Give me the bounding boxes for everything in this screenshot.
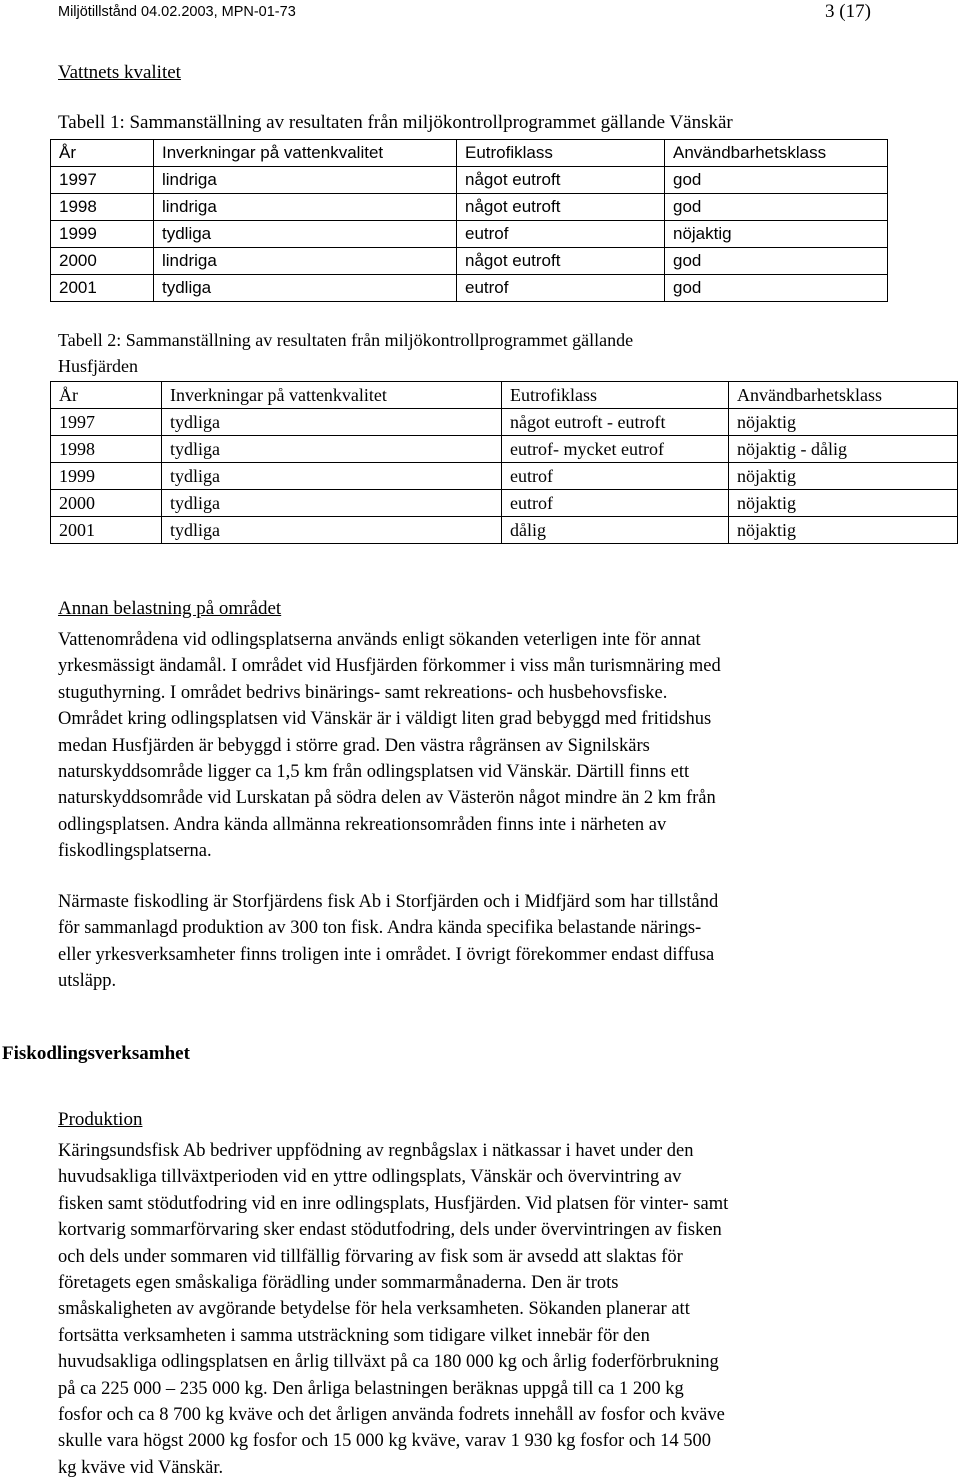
- table-row: [51, 167, 888, 194]
- column-header: År: [51, 382, 162, 409]
- column-header: Användbarhetsklass: [665, 140, 888, 167]
- column-header: Eutrofiklass: [457, 140, 665, 167]
- table-cell: lindriga: [154, 167, 457, 194]
- table-cell: dålig: [502, 517, 729, 544]
- text-line: på ca 225 000 – 235 000 kg. Den årliga belastningen beräknas uppgå till ca 1 200 kg: [58, 1378, 684, 1399]
- table-cell: god: [665, 275, 888, 302]
- table2-caption-line2: Husfjärden: [58, 356, 138, 376]
- table2-caption-line1: Tabell 2: Sammanställning av resultaten från miljökontrollprogrammet gällande: [58, 330, 634, 350]
- table-cell: 1997: [51, 409, 162, 436]
- text-line: yrkesmässigt ändamål. I området vid Husfjärden förkommer i viss mån turismnäring med: [58, 656, 721, 677]
- paragraph-other-load-2: [58, 889, 908, 995]
- column-header: Inverkningar på vattenkvalitet: [154, 140, 457, 167]
- table-cell: eutrof: [502, 463, 729, 490]
- table-cell: nöjaktig: [729, 517, 958, 544]
- table-cell: tydliga: [162, 409, 502, 436]
- table-cell: tydliga: [162, 517, 502, 544]
- text-line: skulle vara högst 2000 kg fosfor och 15 000 kg kväve, varav 1 930 kg fosfor och 14 500: [58, 1431, 712, 1452]
- section-heading-water-quality: Vattnets kvalitet: [58, 62, 181, 83]
- table-row: [51, 409, 958, 436]
- page-header-left: Miljötillstånd 04.02.2003, MPN-01-73: [58, 4, 296, 20]
- table-cell: nöjaktig: [729, 409, 958, 436]
- table-row: [51, 490, 958, 517]
- table-cell: något eutroft: [457, 167, 665, 194]
- table2: [50, 381, 958, 544]
- table-row: [51, 248, 888, 275]
- table-cell: något eutroft - eutroft: [502, 409, 729, 436]
- table-cell: 2000: [51, 248, 154, 275]
- table-cell: 2001: [51, 517, 162, 544]
- text-line: eller yrkesverksamheter finns troligen inte i området. I övrigt förekommer endast diffusa: [58, 944, 715, 965]
- table-cell: 1999: [51, 463, 162, 490]
- section-heading-fish-farming: Fiskodlingsverksamhet: [2, 1043, 190, 1064]
- table-cell: lindriga: [154, 194, 457, 221]
- table-cell: tydliga: [162, 490, 502, 517]
- text-line: Närmaste fiskodling är Storfjärdens fisk Ab i Storfjärden och i Midfjärd som har tillstånd: [58, 892, 719, 912]
- table-cell: eutrof: [502, 490, 729, 517]
- text-line: och dels under sommaren vid tillfällig förvaring av fisk som är avsedd att slaktas för: [58, 1246, 683, 1267]
- table-cell: 1997: [51, 167, 154, 194]
- table-cell: lindriga: [154, 248, 457, 275]
- page-number: 3 (17): [825, 1, 871, 22]
- section-heading-other-load: Annan belastning på området: [58, 598, 282, 619]
- column-header: Eutrofiklass: [502, 382, 729, 409]
- text-line: naturskyddsområde ligger ca 1,5 km från odlingsplatsen vid Vänskär. Därtill finns ett: [58, 762, 690, 783]
- table-row: [51, 436, 958, 463]
- table-cell: nöjaktig: [729, 490, 958, 517]
- table-header-row: [51, 382, 958, 409]
- table-cell: 2001: [51, 275, 154, 302]
- table1: [50, 139, 888, 302]
- column-header: År: [51, 140, 154, 167]
- text-line: odlingsplatsen. Andra kända allmänna rekreationsområden finns inte i närheten av: [58, 814, 667, 835]
- paragraph-production: [58, 1138, 908, 1481]
- text-line: medan Husfjärden är bebyggd i större grad. Den västra rågränsen av Signilskärs: [58, 735, 650, 756]
- table-cell: eutrof: [457, 221, 665, 248]
- table-cell: något eutroft: [457, 248, 665, 275]
- table-cell: 1998: [51, 436, 162, 463]
- table-cell: nöjaktig: [665, 221, 888, 248]
- text-line: Området kring odlingsplatsen vid Vänskär är i väldigt liten grad bebyggd med fritidshus: [58, 709, 712, 730]
- text-line: kg kväve vid Vänskär.: [58, 1457, 224, 1478]
- table-row: [51, 463, 958, 490]
- table1-caption: Tabell 1: Sammanställning av resultaten från miljökontrollprogrammet gällande Vänskär: [58, 112, 733, 133]
- table-cell: god: [665, 167, 888, 194]
- table-row: [51, 517, 958, 544]
- table-cell: nöjaktig: [729, 463, 958, 490]
- subheading-production: Produktion: [58, 1109, 143, 1130]
- text-line: företagets egen småskaliga förädling under sommarmånaderna. Den är trots: [58, 1273, 619, 1294]
- table-cell: eutrof: [457, 275, 665, 302]
- table-cell: 1998: [51, 194, 154, 221]
- text-line: utsläpp.: [58, 971, 117, 992]
- text-line: fiskodlingsplatserna.: [58, 841, 212, 862]
- table-cell: 1999: [51, 221, 154, 248]
- text-line: kortvarig sommarförvaring sker endast stödutfodring, dels under övervintringen av fisken: [58, 1220, 722, 1241]
- table-header-row: [51, 140, 888, 167]
- text-line: fisken samt stödutfodring vid en inre odlingsplats, Husfjärden. Vid platsen för vinter- samt: [58, 1193, 729, 1214]
- table-cell: något eutroft: [457, 194, 665, 221]
- table-row: [51, 221, 888, 248]
- text-line: fortsätta verksamheten i samma utsträckning som tidigare vilket innebär för den: [58, 1325, 650, 1346]
- text-line: Käringsundsfisk Ab bedriver uppfödning av regnbågslax i nätkassar i havet under den: [58, 1141, 694, 1161]
- table-cell: tydliga: [162, 463, 502, 490]
- table-cell: tydliga: [154, 275, 457, 302]
- text-line: naturskyddsområde vid Lurskatan på södra delen av Västerön något mindre än 2 km från: [58, 788, 716, 809]
- text-line: småskaligheten av avgörande betydelse för hela verksamheten. Sökanden planerar att: [58, 1299, 690, 1320]
- text-line: huvudsakliga odlingsplatsen en årlig tillväxt på ca 180 000 kg och årlig foderförbrukning: [58, 1352, 719, 1373]
- table-row: [51, 275, 888, 302]
- table-cell: eutrof- mycket eutrof: [502, 436, 729, 463]
- column-header: Användbarhetsklass: [729, 382, 958, 409]
- table-row: [51, 194, 888, 221]
- text-line: fosfor och ca 8 700 kg kväve och det årligen använda fodrets innehåll av fosfor och kväve: [58, 1405, 725, 1426]
- text-line: stuguthyrning. I området bedrivs binärings- samt rekreations- och husbehovsfiske.: [58, 682, 668, 703]
- table-cell: god: [665, 248, 888, 275]
- text-line: för sammanlagd produktion av 300 ton fisk. Andra kända specifika belastande närings-: [58, 918, 702, 939]
- text-line: Vattenområdena vid odlingsplatserna används enligt sökanden veterligen inte för annat: [58, 630, 701, 650]
- paragraph-other-load-1: [58, 627, 908, 865]
- table-cell: god: [665, 194, 888, 221]
- table-cell: tydliga: [162, 436, 502, 463]
- table-cell: tydliga: [154, 221, 457, 248]
- table-cell: nöjaktig - dålig: [729, 436, 958, 463]
- text-line: huvudsakliga tillväxtperioden vid en yttre odlingsplats, Vänskär och övervintring av: [58, 1167, 682, 1188]
- table-cell: 2000: [51, 490, 162, 517]
- column-header: Inverkningar på vattenkvalitet: [162, 382, 502, 409]
